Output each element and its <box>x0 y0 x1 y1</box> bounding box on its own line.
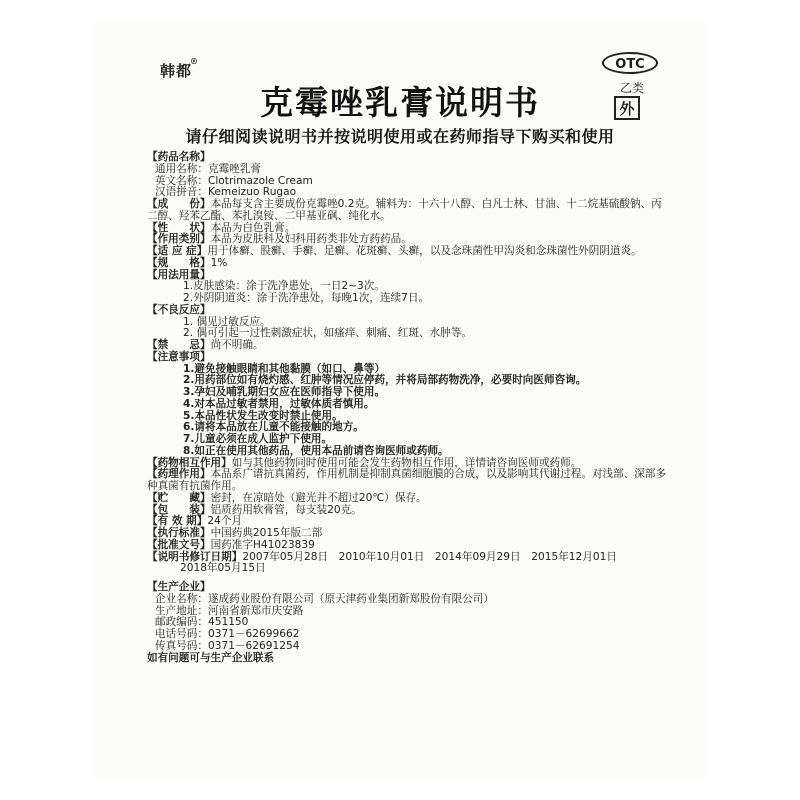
usage-item: 1.皮肤感染：涂于洗净患处，一日2~3次。 <box>183 280 385 293</box>
precaution-item: 2.用药部位如有烧灼感、红肿等情况应停药，并将局部药物洗净，必要时向医师咨询。 <box>183 374 587 387</box>
interaction-text: 如与其他药物同时使用可能会发生药物相互作用，详情请咨询医师或药师。 <box>231 456 582 469</box>
contra-key: 【禁 忌】 <box>147 339 211 351</box>
manufacturer-line: 电话号码：0371－62699662 <box>155 628 300 640</box>
manufacturer-line: 企业名称：遂成药业股份有限公司（原天津药业集团新郑股份有限公司） <box>155 592 494 605</box>
category-key: 【作用类别】 <box>147 233 211 246</box>
storage-key: 【贮 藏】 <box>147 491 211 504</box>
otc-badge <box>600 52 662 124</box>
footer-note: 如有问题可与生产企业联系 <box>147 651 275 664</box>
precaution-item: 1.避免接触眼睛和其他黏膜（如口、鼻等） <box>183 362 386 375</box>
pharmacology-text: 本品系广谱抗真菌药，作用机制是抑制真菌细胞膜的合成，以及影响其代谢过程。对浅部、深部多种真菌有抗菌作用。 <box>147 468 667 492</box>
appearance-text: 本品为白色乳膏。 <box>210 221 296 234</box>
adverse-item: 1. 偶见过敏反应。 <box>183 315 271 328</box>
ingredients-section <box>147 199 667 223</box>
manufacturer-line: 传真号码：0371－62691254 <box>155 639 300 652</box>
otc-oval-label: OTC <box>602 52 658 74</box>
otc-class-label: 乙类 <box>620 81 645 95</box>
revision-text: 2007年05月28日 2010年10月01日 2014年09月29日 2015年12月01日 <box>242 550 617 563</box>
ingredients-text: 本品每支含主要成份克霉唑0.2克。辅料为：十六十八醇、白凡士林、甘油、十二烷基硫酸钠、丙二醇、羟苯乙酯、苯扎溴铵、二甲基亚砜、纯化水。 <box>147 198 662 222</box>
english-name: 英文名称：Clotrimazole Cream <box>155 174 313 187</box>
document-title: 克霉唑乳膏说明书 <box>260 83 540 122</box>
appearance-key: 【性 状】 <box>147 221 211 234</box>
package-key: 【包 装】 <box>147 503 211 516</box>
precaution-item: 7.儿童必须在成人监护下使用。 <box>183 433 333 445</box>
drug-name-heading: 【药品名称】 <box>147 151 211 163</box>
contra-section <box>147 340 667 352</box>
indication-text: 用于体癣、股癣、手癣、足癣、花斑癣、头癣，以及念珠菌性甲沟炎和念珠菌性外阴阴道炎。 <box>207 245 642 257</box>
adverse-heading: 【不良反应】 <box>147 303 211 316</box>
manufacturer-line: 邮政编码：451150 <box>155 616 249 629</box>
precaution-item: 3.孕妇及哺乳期妇女应在医师指导下使用。 <box>183 386 386 398</box>
package-text: 铝质药用软膏管，每支装20克。 <box>210 503 362 516</box>
precautions-heading: 【注意事项】 <box>147 350 211 363</box>
indication-key: 【适 应 症】 <box>147 245 208 257</box>
approval-text: 国药准字H41023839 <box>210 538 315 551</box>
spec-section <box>147 258 667 270</box>
precaution-item: 8.如正在使用其他药品，使用本品前请咨询医师或药师。 <box>183 444 449 457</box>
pinyin-name: 汉语拼音：Kemeizuo Rugao <box>155 186 297 199</box>
pharmacology-key: 【药理作用】 <box>147 468 211 481</box>
generic-name: 通用名称：克霉唑乳膏 <box>155 162 261 175</box>
category-text: 本品为皮肤科及妇科用药类非处方药药品。 <box>210 233 412 246</box>
approval-key: 【批准文号】 <box>147 538 211 551</box>
precaution-item: 6.请将本品放在儿童不能接触的地方。 <box>183 421 364 434</box>
document-subtitle: 请仔细阅读说明书并按说明使用或在药师指导下购买和使用 <box>185 127 615 146</box>
spec-key: 【规 格】 <box>147 256 211 269</box>
ingredients-key: 【成 份】 <box>147 198 211 210</box>
pharmacology-section <box>147 469 667 493</box>
brand-name: 韩都 <box>160 62 193 80</box>
validity-text: 24个月 <box>207 515 243 528</box>
storage-text: 密封，在凉暗处（避光并不超过20℃）保存。 <box>210 491 427 504</box>
section-gap <box>147 575 667 582</box>
contra-text: 尚不明确。 <box>210 339 264 351</box>
manufacturer-line: 生产地址：河南省新郑市庆安路 <box>155 604 304 617</box>
leaflet-content <box>147 152 667 664</box>
usage-item: 2.外阴阴道炎：涂于洗净患处，每晚1次，连续7日。 <box>183 292 430 304</box>
usage-heading: 【用法用量】 <box>147 268 211 281</box>
spec-text: 1% <box>210 256 228 269</box>
external-use-mark: 外 <box>614 96 640 120</box>
interaction-key: 【药物相互作用】 <box>147 456 232 469</box>
revision-key: 【说明书修订日期】 <box>147 550 243 563</box>
validity-key: 【有 效 期】 <box>147 515 208 528</box>
revision-text-2: 2018年05月15日 <box>180 562 266 575</box>
precaution-item: 4.对本品过敏者禁用，过敏体质者慎用。 <box>183 397 375 410</box>
adverse-item: 2. 偶可引起一过性刺激症状，如瘙痒、刺痛、红斑、水肿等。 <box>183 327 472 340</box>
registered-mark: ® <box>190 56 200 66</box>
standard-key: 【执行标准】 <box>147 527 211 539</box>
standard-text: 中国药典2015年版二部 <box>210 527 323 539</box>
manufacturer-heading: 【生产企业】 <box>147 581 211 593</box>
precaution-item: 5.本品性状发生改变时禁止使用。 <box>183 409 343 422</box>
